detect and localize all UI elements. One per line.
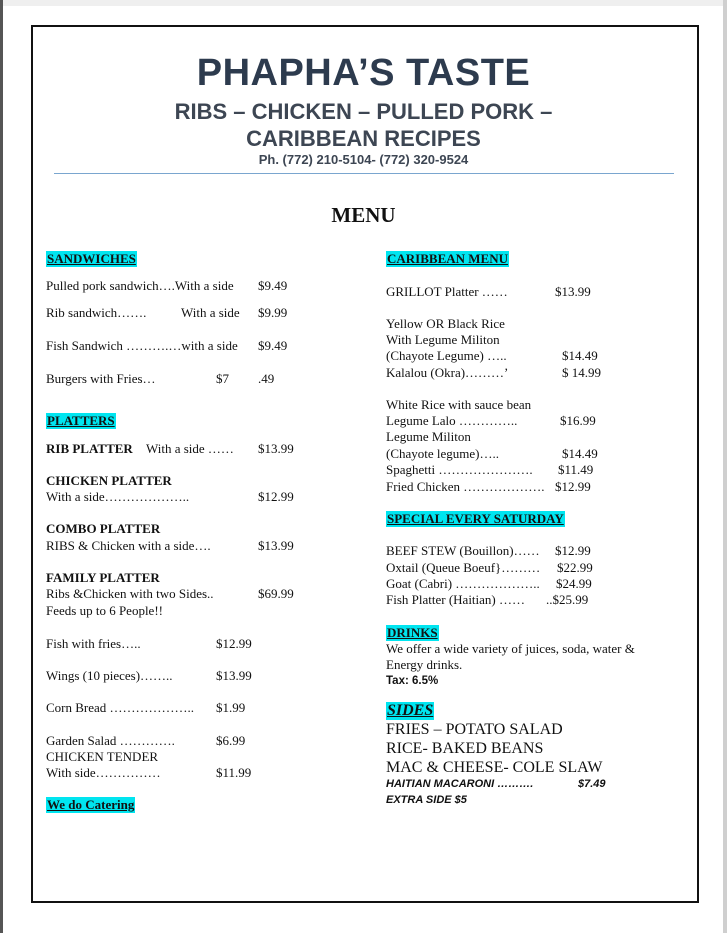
chicken-tender-desc: With side…………… bbox=[46, 765, 161, 780]
drinks-description: We offer a wide variety of juices, soda, water & bbox=[386, 641, 635, 656]
caribbean-item-line: (Chayote legume)….. bbox=[386, 446, 499, 461]
caribbean-item-line: Spaghetti …………………. bbox=[386, 462, 533, 477]
sides-heading: SIDES bbox=[387, 702, 434, 719]
menu-item-price: $1.99 bbox=[216, 700, 246, 715]
sides-line: MAC & CHEESE- COLE SLAW bbox=[386, 759, 603, 776]
sandwich-item-name: Burgers with Fries… bbox=[46, 371, 156, 386]
phone-numbers: Ph. (772) 210-5104- (772) 320-9524 bbox=[258, 152, 469, 167]
caribbean-menu-heading: CARIBBEAN MENU bbox=[387, 251, 508, 266]
menu-item-price: $12.99 bbox=[216, 636, 252, 651]
header-divider bbox=[54, 173, 674, 174]
subtitle-line-2: CARIBBEAN RECIPES bbox=[246, 126, 481, 151]
combo-platter-price: $13.99 bbox=[258, 538, 294, 553]
sandwich-item-name: Pulled pork sandwich….With a side bbox=[46, 278, 234, 293]
chicken-tender-name: CHICKEN TENDER bbox=[46, 749, 159, 764]
family-platter-desc: Ribs &Chicken with two Sides.. bbox=[46, 586, 214, 601]
haitian-macaroni-name: HAITIAN MACARONI ………. bbox=[386, 778, 534, 790]
sandwich-item-price-cents: .49 bbox=[258, 371, 275, 386]
menu-item-price: $13.99 bbox=[216, 668, 252, 683]
sandwich-item-price: $9.49 bbox=[258, 338, 288, 353]
drinks-heading: DRINKS bbox=[387, 625, 438, 640]
caribbean-item-price: $16.99 bbox=[560, 413, 596, 428]
caribbean-item-line: (Chayote Legume) ….. bbox=[386, 348, 507, 363]
caribbean-item-price: $11.49 bbox=[558, 462, 594, 477]
saturday-item-price: $22.99 bbox=[557, 560, 593, 575]
rib-platter-price: $13.99 bbox=[258, 441, 294, 456]
saturday-item-price: $24.99 bbox=[556, 576, 592, 591]
tax-note: Tax: 6.5% bbox=[386, 675, 439, 687]
caribbean-item-line: Fried Chicken ………………. bbox=[386, 479, 545, 494]
rib-platter-name: RIB PLATTER bbox=[46, 441, 133, 456]
sandwich-item-side: With a side bbox=[181, 305, 240, 320]
sandwich-item-price: $7 bbox=[216, 371, 229, 386]
menu-item-name: Garden Salad …………. bbox=[46, 733, 175, 748]
saturday-item-price: ..$25.99 bbox=[546, 592, 589, 607]
chicken-tender-price: $11.99 bbox=[216, 765, 252, 780]
menu-item-name: Corn Bread ……………….. bbox=[46, 700, 195, 715]
sides-line: FRIES – POTATO SALAD bbox=[386, 721, 563, 738]
sandwich-item-name: Rib sandwich……. bbox=[46, 305, 147, 320]
combo-platter-desc: RIBS & Chicken with a side…. bbox=[46, 538, 211, 553]
griot-platter-price: $13.99 bbox=[555, 284, 591, 299]
family-platter-name: FAMILY PLATTER bbox=[46, 570, 160, 585]
sandwich-item-price: $9.49 bbox=[258, 278, 288, 293]
saturday-item-name: Goat (Cabri) ……………….. bbox=[386, 576, 540, 591]
page-top-edge bbox=[0, 0, 727, 6]
caribbean-item-line: With Legume Militon bbox=[386, 332, 500, 347]
restaurant-title: PHAPHA’S TASTE bbox=[196, 52, 531, 94]
saturday-item-name: BEEF STEW (Bouillon)…… bbox=[386, 543, 540, 558]
catering-note: We do Catering bbox=[47, 797, 135, 812]
caribbean-item-line: Legume Militon bbox=[386, 429, 471, 444]
family-platter-price: $69.99 bbox=[258, 586, 294, 601]
saturday-special-heading: SPECIAL EVERY SATURDAY bbox=[387, 511, 564, 526]
extra-side-note: EXTRA SIDE $5 bbox=[386, 794, 467, 806]
haitian-macaroni-price: $7.49 bbox=[578, 778, 606, 790]
family-platter-note: Feeds up to 6 People!! bbox=[46, 603, 163, 618]
caribbean-item-line: Yellow OR Black Rice bbox=[386, 316, 505, 331]
saturday-item-price: $12.99 bbox=[555, 543, 591, 558]
menu-item-name: Wings (10 pieces)…….. bbox=[46, 668, 173, 683]
sandwich-item-price: $9.99 bbox=[258, 305, 288, 320]
caribbean-item-price: $ 14.99 bbox=[562, 365, 601, 380]
menu-heading: MENU bbox=[331, 203, 396, 227]
sandwich-item-name: Fish Sandwich ……….…with a side bbox=[46, 338, 238, 353]
subtitle-line-1: RIBS – CHICKEN – PULLED PORK – bbox=[174, 99, 553, 124]
platters-heading: PLATTERS bbox=[47, 413, 115, 428]
saturday-item-name: Fish Platter (Haitian) …… bbox=[386, 592, 526, 607]
griot-platter-name: GRILLOT Platter …… bbox=[386, 284, 508, 299]
caribbean-item-line: Kalalou (Okra)………’ bbox=[386, 365, 509, 380]
menu-item-name: Fish with fries….. bbox=[46, 636, 141, 651]
caribbean-item-line: White Rice with sauce bean bbox=[386, 397, 532, 412]
caribbean-item-price: $12.99 bbox=[555, 479, 591, 494]
combo-platter-name: COMBO PLATTER bbox=[46, 521, 161, 536]
rib-platter-desc: With a side …… bbox=[146, 441, 234, 456]
caribbean-item-line: Legume Lalo ………….. bbox=[386, 413, 518, 428]
menu-item-price: $6.99 bbox=[216, 733, 246, 748]
caribbean-item-price: $14.49 bbox=[562, 348, 598, 363]
chicken-platter-name: CHICKEN PLATTER bbox=[46, 473, 172, 488]
sandwiches-heading: SANDWICHES bbox=[47, 251, 136, 266]
chicken-platter-desc: With a side……………….. bbox=[46, 489, 190, 504]
saturday-item-name: Oxtail (Queue Boeuf}……… bbox=[386, 560, 541, 575]
sides-line: RICE- BAKED BEANS bbox=[386, 740, 544, 757]
caribbean-item-price: $14.49 bbox=[562, 446, 598, 461]
chicken-platter-price: $12.99 bbox=[258, 489, 294, 504]
drinks-description-2: Energy drinks. bbox=[386, 657, 463, 672]
